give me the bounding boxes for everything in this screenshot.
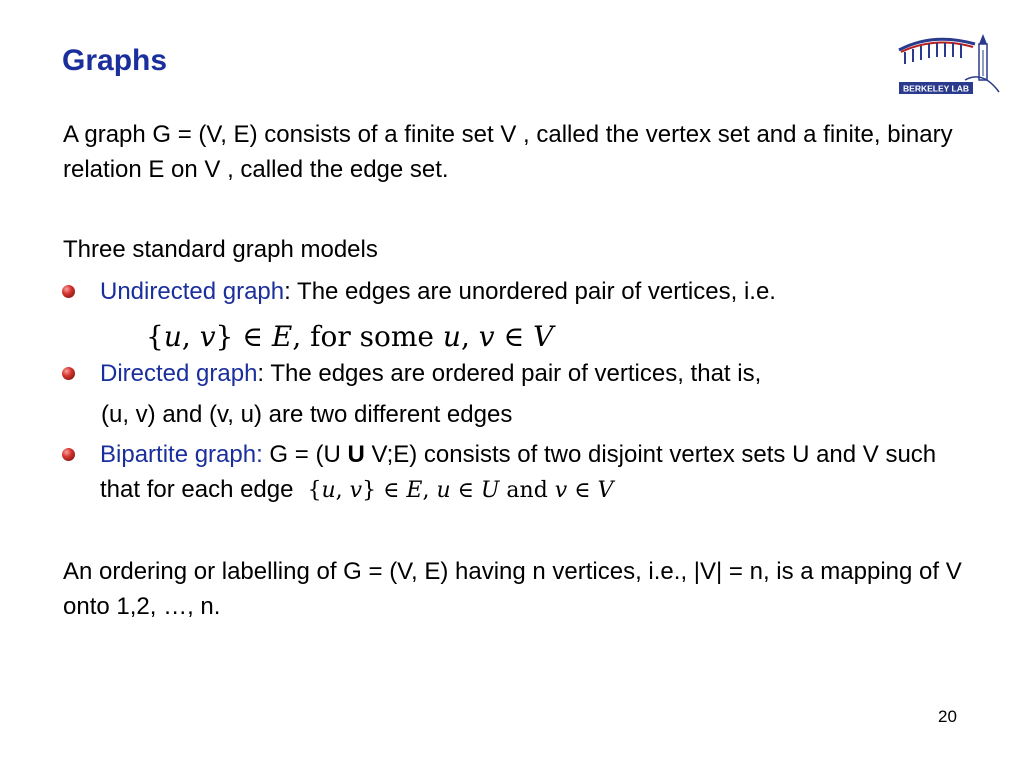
bipartite-text-b: V;E) consists of two disjoint vertex sets U and V such that for each edge xyxy=(100,441,937,503)
bipartite-formula: {u, v} ∈ E, u ∈ U and v ∈ V xyxy=(307,478,614,503)
bipartite-text-a: G = (U xyxy=(262,441,348,468)
berkeley-lab-logo xyxy=(893,30,1001,98)
models-heading: Three standard graph models xyxy=(63,236,378,263)
bullet-icon xyxy=(62,367,75,380)
bullet-icon xyxy=(62,448,75,461)
slide-title: Graphs xyxy=(62,44,168,77)
undirected-formula: {u, v} ∈ E, for some u, v ∈ V xyxy=(146,320,554,353)
union-symbol: U xyxy=(347,441,365,468)
directed-description: : The edges are ordered pair of vertices, that is, xyxy=(257,360,762,387)
undirected-description: : The edges are unordered pair of vertices, i.e. xyxy=(284,278,776,305)
bullet-icon xyxy=(62,285,75,298)
logo-text: BERKELEY LAB xyxy=(903,83,969,94)
page-number: 20 xyxy=(938,707,957,726)
bipartite-term: Bipartite graph: xyxy=(100,441,263,468)
undirected-term: Undirected graph xyxy=(100,278,285,305)
directed-continuation: (u, v) and (v, u) are two different edges xyxy=(101,401,513,428)
definition-paragraph: A graph G = (V, E) consists of a finite set V , called the vertex set and a finite, binary relation E on V , called the edge set. xyxy=(63,121,953,183)
ordering-paragraph: An ordering or labelling of G = (V, E) having n vertices, i.e., |V| = n, is a mapping of V onto 1,2, …, n. xyxy=(63,558,962,620)
directed-term: Directed graph xyxy=(100,360,258,387)
